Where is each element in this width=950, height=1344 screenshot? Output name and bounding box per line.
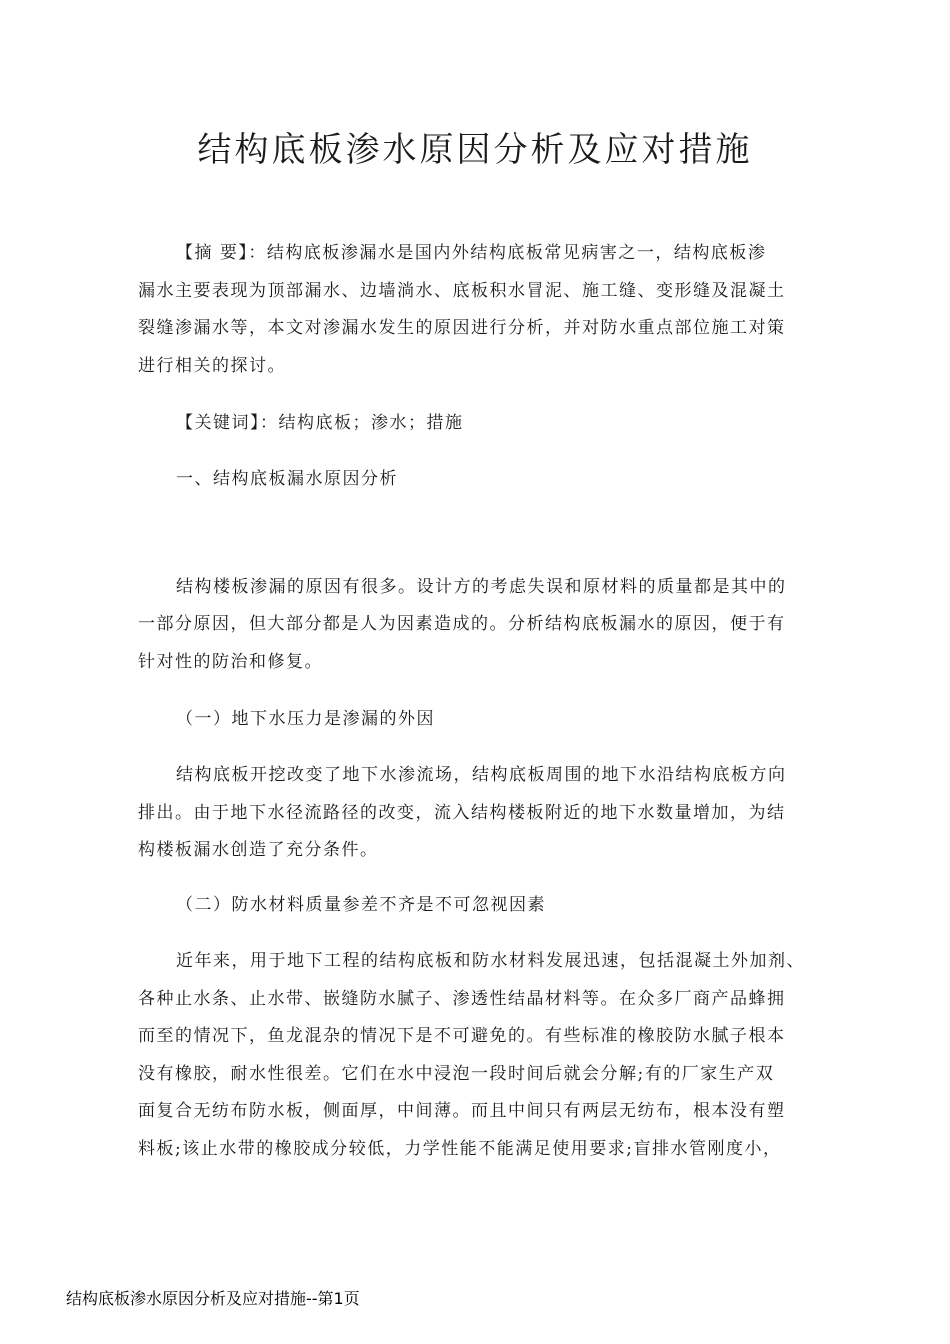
abstract-line: 进行相关的探讨。 (138, 356, 286, 376)
paragraph-line: 面复合无纺布防水板，侧面厚，中间薄。而且中间只有两层无纺布，根本没有塑 (138, 1101, 786, 1121)
paragraph-line: 各种止水条、止水带、嵌缝防水腻子、渗透性结晶材料等。在众多厂商产品蜂拥 (138, 989, 786, 1009)
paragraph-line: 结构楼板渗漏的原因有很多。设计方的考虑失误和原材料的质量都是其中的 (176, 577, 787, 597)
paragraph-line: 料板;该止水带的橡胶成分较低，力学性能不能满足使用要求;盲排水管刚度小， (138, 1139, 782, 1159)
paragraph-line: 一部分原因，但大部分都是人为因素造成的。分析结构底板漏水的原因，便于有 (138, 614, 786, 634)
abstract-line: 裂缝渗漏水等，本文对渗漏水发生的原因进行分析，并对防水重点部位施工对策 (138, 318, 786, 338)
paragraph-line: 近年来，用于地下工程的结构底板和防水材料发展迅速，包括混凝土外加剂、 (176, 951, 805, 971)
abstract-line: 【摘 要】：结构底板渗漏水是国内外结构底板常见病害之一，结构底板渗 (176, 243, 767, 263)
paragraph-line: 没有橡胶，耐水性很差。它们在水中浸泡一段时间后就会分解;有的厂家生产双 (138, 1064, 775, 1084)
paragraph-line: 结构底板开挖改变了地下水渗流场，结构底板周围的地下水沿结构底板方向 (176, 765, 787, 785)
subsection-heading-2: （二）防水材料质量参差不齐是不可忽视因素 (176, 895, 546, 915)
paragraph-line: 而至的情况下，鱼龙混杂的情况下是不可避免的。有些标准的橡胶防水腻子根本 (138, 1026, 786, 1046)
document-title: 结构底板渗水原因分析及应对措施 (197, 130, 753, 170)
page-footer: 结构底板渗水原因分析及应对措施--第1页 (66, 1289, 360, 1308)
paragraph-line: 排出。由于地下水径流路径的改变，流入结构楼板附近的地下水数量增加，为结 (138, 803, 786, 823)
paragraph-line: 构楼板漏水创造了充分条件。 (138, 840, 379, 860)
paragraph-line: 针对性的防治和修复。 (138, 652, 323, 672)
abstract-line: 漏水主要表现为顶部漏水、边墙淌水、底板积水冒泥、施工缝、变形缝及混凝土 (138, 281, 786, 301)
subsection-heading-1: （一）地下水压力是渗漏的外因 (176, 709, 435, 729)
keywords: 【关键词】：结构底板；渗水；措施 (176, 413, 464, 433)
section-heading-1: 一、结构底板漏水原因分析 (176, 469, 398, 489)
